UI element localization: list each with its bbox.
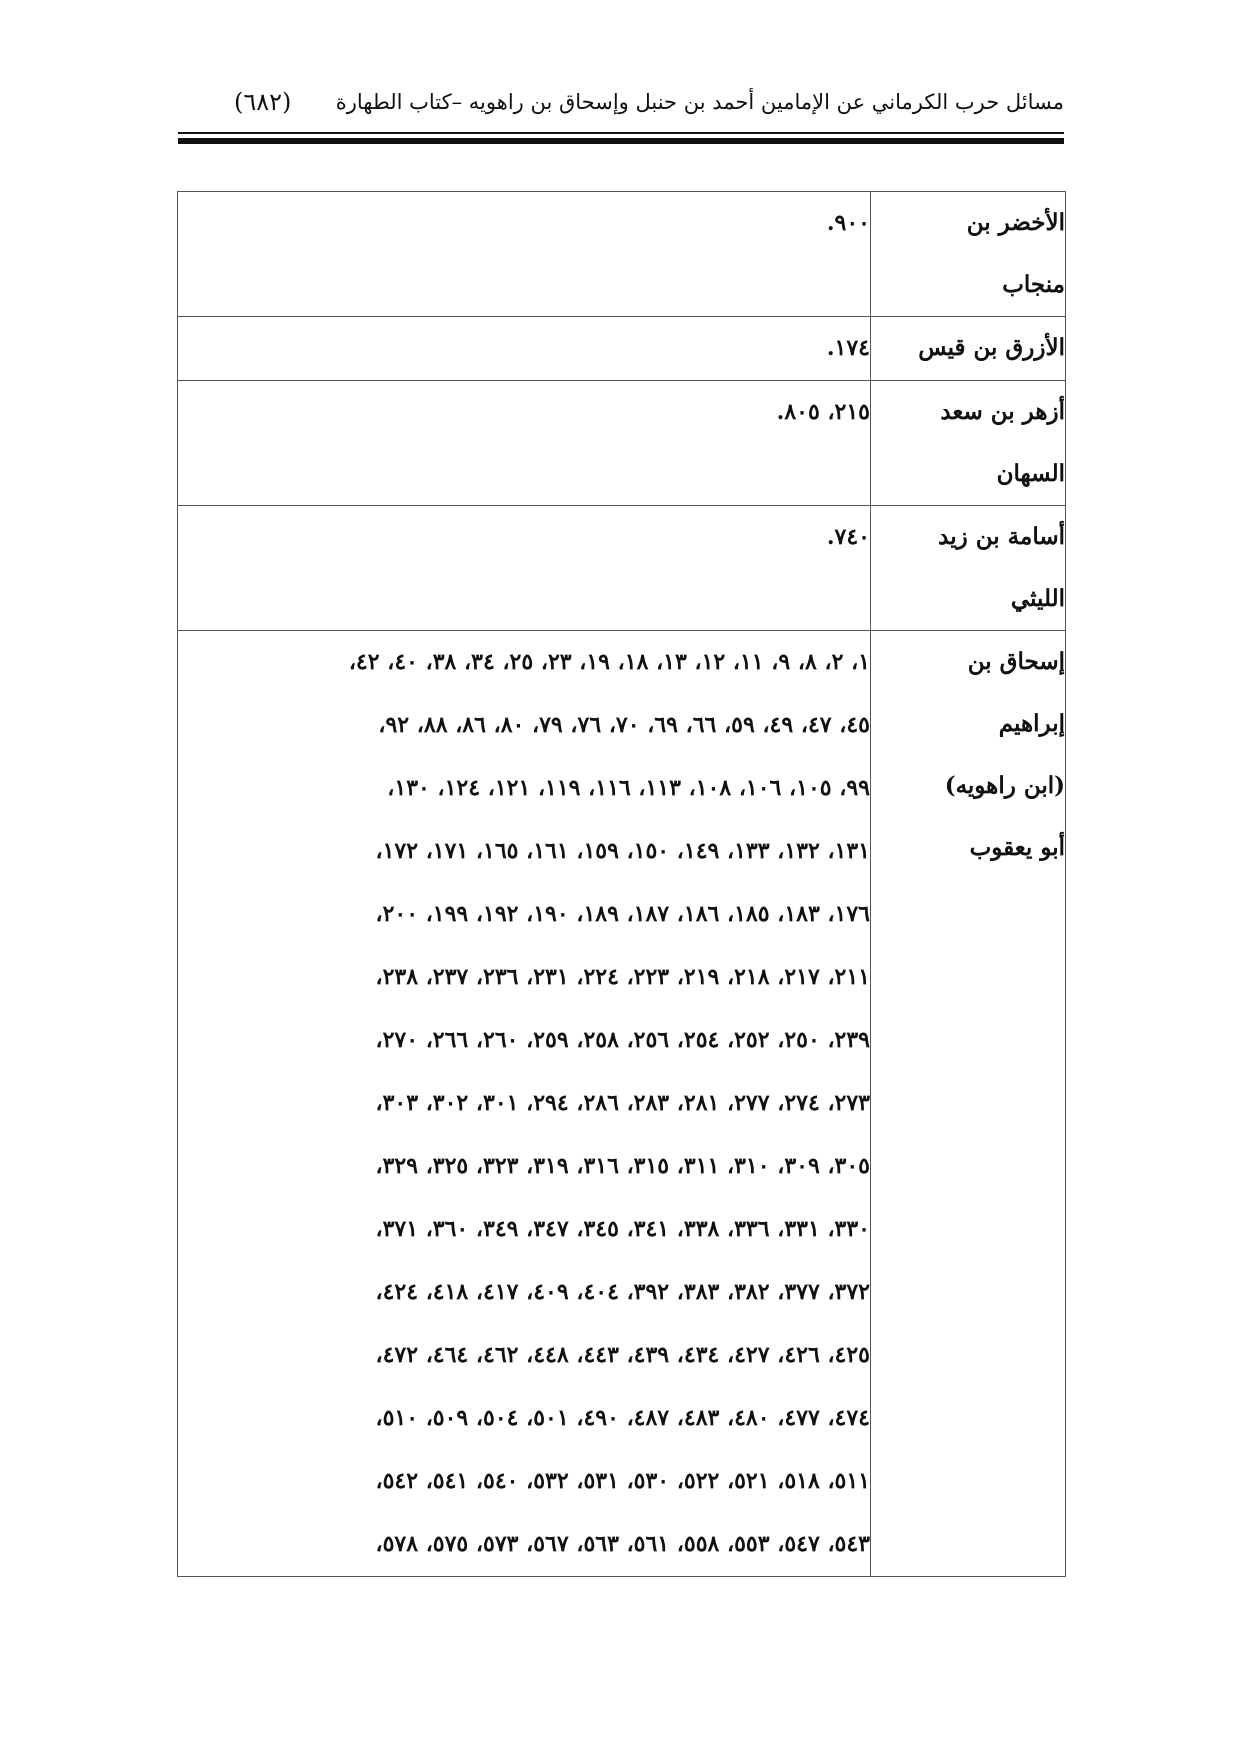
reference-numbers-line: ١٣١، ١٣٢، ١٣٣، ١٤٩، ١٥٠، ١٥٩، ١٦١، ١٦٥، ١٧١، ١٧٢، [375, 838, 870, 864]
narrator-name-cell [871, 506, 1066, 631]
narrator-name-line: الأخضر بن [966, 209, 1065, 236]
reference-numbers-line: ٥١١، ٥١٨، ٥٢١، ٥٢٢، ٥٣٠، ٥٣١، ٥٣٢، ٥٤٠، ٥٤١، ٥٤٢، [375, 1468, 870, 1494]
reference-numbers-cell [178, 631, 871, 1577]
index-entry-row [178, 381, 1066, 506]
reference-numbers-cell [178, 317, 871, 381]
reference-numbers-line: ٤٥، ٤٧، ٤٩، ٥٩، ٦٦، ٦٩، ٧٠، ٧٦، ٧٩، ٨٠، ٨٦، ٨٨، ٩٢، [378, 712, 870, 738]
narrator-name-line: أبو يعقوب [969, 834, 1065, 861]
page-number: (٦٨٢) [234, 88, 292, 116]
reference-numbers-line: ٣٣٠، ٣٣١، ٣٣٦، ٣٣٨، ٣٤١، ٣٤٥، ٣٤٧، ٣٤٩، ٣٦٠، ٣٧١، [375, 1216, 870, 1242]
narrator-name-line: أزهر بن سعد [940, 398, 1065, 425]
narrator-name-line: منجاب [1002, 271, 1065, 298]
reference-numbers-line: ٣٠٥، ٣٠٩، ٣١٠، ٣١١، ٣١٥، ٣١٦، ٣١٩، ٣٢٣، ٣٢٥، ٣٢٩، [375, 1153, 870, 1179]
narrator-name-line: إسحاق بن [967, 648, 1065, 675]
book-title: مسائل حرب الكرماني عن الإمامين أحمد بن حنبل وإسحاق بن راهويه –كتاب الطهارة [335, 90, 1064, 114]
index-entry-row [178, 192, 1066, 317]
narrator-name-line: أسامة بن زيد [938, 523, 1065, 550]
reference-numbers-line: ٩٩، ١٠٥، ١٠٦، ١٠٨، ١١٣، ١١٦، ١١٩، ١٢١، ١٢٤، ١٣٠، [387, 775, 870, 801]
index-entry-row [178, 631, 1066, 1577]
narrator-name-line: السهان [996, 460, 1065, 487]
narrator-name-line: الأزرق بن قيس [918, 334, 1065, 361]
narrator-name-cell [871, 317, 1066, 381]
narrator-name-cell [871, 631, 1066, 1577]
reference-numbers-line: ١٧٦، ١٨٣، ١٨٥، ١٨٦، ١٨٧، ١٨٩، ١٩٠، ١٩٢، ١٩٩، ٢٠٠، [375, 901, 870, 927]
reference-numbers-cell [178, 506, 871, 631]
reference-numbers-line: ٢٣٩، ٢٥٠، ٢٥٢، ٢٥٤، ٢٥٦، ٢٥٨، ٢٥٩، ٢٦٠، ٢٦٦، ٢٧٠، [375, 1027, 870, 1053]
narrator-name-line: إبراهيم [998, 710, 1065, 737]
index-entry-row [178, 506, 1066, 631]
narrator-name-cell [871, 381, 1066, 506]
reference-numbers-line: ٤٧٤، ٤٧٧، ٤٨٠، ٤٨٣، ٤٨٧، ٤٩٠، ٥٠١، ٥٠٤، ٥٠٩، ٥١٠، [375, 1405, 870, 1431]
reference-numbers-line: ١، ٢، ٨، ٩، ١١، ١٢، ١٣، ١٨، ١٩، ٢٣، ٢٥، ٣٤، ٣٨، ٤٠، ٤٢، [348, 649, 870, 675]
header-rule-thick [178, 138, 1064, 144]
running-header [178, 86, 1064, 126]
reference-numbers-cell [178, 192, 871, 317]
index-entry-row [178, 317, 1066, 381]
header-rule-thin [178, 132, 1064, 134]
narrator-name-line: الليثي [1010, 585, 1065, 612]
reference-numbers-line: ٩٠٠. [826, 210, 870, 236]
narrator-name-line: (ابن راهويه) [944, 772, 1065, 799]
reference-numbers-cell [178, 381, 871, 506]
narrator-name-cell [871, 192, 1066, 317]
reference-numbers-line: ٤٢٥، ٤٢٦، ٤٢٧، ٤٣٤، ٤٣٩، ٤٤٣، ٤٤٨، ٤٦٢، ٤٦٤، ٤٧٢، [375, 1342, 870, 1368]
reference-numbers-line: ٣٧٢، ٣٧٧، ٣٨٢، ٣٨٣، ٣٩٢، ٤٠٤، ٤٠٩، ٤١٧، ٤١٨، ٤٢٤، [375, 1279, 870, 1305]
reference-numbers-line: ٢١٥، ٨٠٥. [776, 399, 870, 425]
reference-numbers-line: ٥٤٣، ٥٤٧، ٥٥٣، ٥٥٨، ٥٦١، ٥٦٣، ٥٦٧، ٥٧٣، ٥٧٥، ٥٧٨، [375, 1531, 870, 1557]
reference-numbers-line: ٢١١، ٢١٧، ٢١٨، ٢١٩، ٢٢٣، ٢٢٤، ٢٣١، ٢٣٦، ٢٣٧، ٢٣٨، [375, 964, 870, 990]
narrator-index-table [177, 191, 1066, 1577]
reference-numbers-line: ١٧٤. [826, 335, 870, 361]
reference-numbers-line: ٧٤٠. [826, 524, 870, 550]
reference-numbers-line: ٢٧٣، ٢٧٤، ٢٧٧، ٢٨١، ٢٨٣، ٢٨٦، ٢٩٤، ٣٠١، ٣٠٢، ٣٠٣، [375, 1090, 870, 1116]
